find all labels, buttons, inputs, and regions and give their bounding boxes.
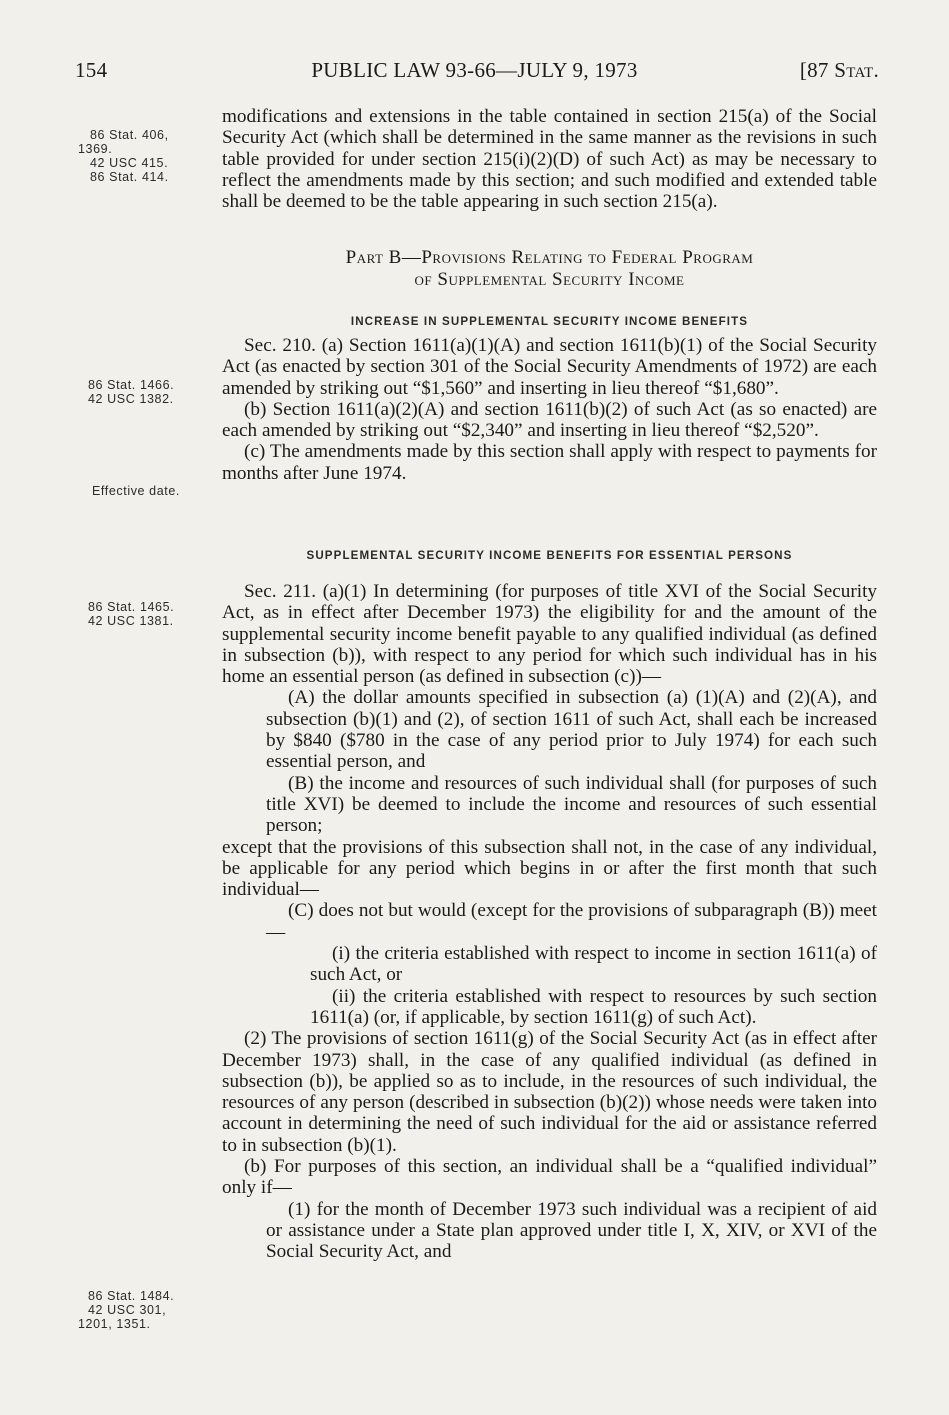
section-211-except: except that the provisions of this subsection shall not, in the case of any individual, be applicable for any period which begins in or after the first month that such individual— [222, 836, 877, 901]
section-211-B: (B) the income and resources of such individual shall (for purposes of such title XVI) be deemed to include the income and resources of such essential person; [266, 772, 877, 837]
section-211-b1: (1) for the month of December 1973 such individual was a recipient of aid or assistance under a State plan approved under title I, X, XIV, or XVI of the Social Security Act, and [266, 1198, 877, 1263]
margin-note-line: 42 USC 1381. [88, 614, 174, 628]
stat-reference: [87 Stat. [799, 58, 879, 82]
section-210-body [222, 335, 877, 484]
margin-note-stat-406 [78, 128, 218, 184]
margin-note-line: 86 Stat. 406, [90, 128, 169, 142]
margin-note-line: Effective date. [92, 484, 180, 498]
margin-note-line: 1201, 1351. [78, 1317, 151, 1331]
intro-paragraph-block [222, 106, 877, 212]
section-211-body [222, 581, 877, 1263]
part-heading-line1: Part B—Provisions Relating to Federal Program [345, 247, 754, 268]
margin-note-line: 86 Stat. 1484. [88, 1289, 175, 1303]
section-211-i: (i) the criteria established with respect to income in section 1611(a) of such Act, or [310, 943, 877, 986]
section-211-heading: SUPPLEMENTAL SECURITY INCOME BENEFITS FOR ESSENTIAL PERSONS [306, 549, 793, 562]
margin-note-effective-date [92, 484, 232, 498]
section-210-heading: INCREASE IN SUPPLEMENTAL SECURITY INCOME BENEFITS [350, 315, 749, 328]
margin-note-line: 86 Stat. 414. [90, 170, 169, 184]
margin-note-line: 1369. [78, 142, 113, 156]
margin-note-line: 42 USC 1382. [88, 392, 174, 406]
margin-note-line: 86 Stat. 1466. [88, 378, 175, 392]
intro-paragraph: modifications and extensions in the table contained in section 215(a) of the Social Security Act (which shall be determined in the same manner as the revisions in such table provided for under section 215(i)(2)(D) of such Act) as may be necessary to reflect the amendments made by this section; and such modified and extended table shall be deemed to be the table appearing in such section 215(a). [222, 106, 877, 213]
margin-note-stat-1484 [78, 1289, 218, 1331]
margin-note-stat-1465 [88, 600, 228, 628]
section-210-b: (b) Section 1611(a)(2)(A) and section 1611(b)(2) of such Act (as so enacted) are each amended by striking out “$2,340” and inserting in lieu thereof “$2,520”. [222, 398, 877, 442]
page-title: PUBLIC LAW 93-66—JULY 9, 1973 [311, 58, 638, 82]
section-211-a2: (2) The provisions of section 1611(g) of the Social Security Act (as in effect after December 1973) shall, in the case of any qualified individual (as defined in subsection (b)), be applied so as to include, in the resources of such individual, the resources of any person (described in subsection (b)(2)) whose needs were taken into account in determining the need of such individual for the aid or assistance referred to in subsection (b)(1). [222, 1028, 877, 1156]
section-211-C: (C) does not but would (except for the provisions of subparagraph (B)) meet— [266, 900, 877, 943]
section-210-a: Sec. 210. (a) Section 1611(a)(1)(A) and section 1611(b)(1) of the Social Security Act (as enacted by section 301 of the Social Security Amendments of 1972) are each amended by striking out “$1,560” and inserting in lieu thereof “$1,680”. [222, 335, 877, 399]
section-211-a1: Sec. 211. (a)(1) In determining (for purposes of title XVI of the Social Security Act, as in effect after December 1973) the eligibility for and the amount of the supplemental security income benefit payable to any qualified individual (as defined in subsection (b)), with respect to any period for which such individual has in his home an essential person (as defined in subsection (c))— [222, 581, 877, 688]
margin-note-line: 42 USC 301, [88, 1303, 167, 1317]
margin-note-line: 86 Stat. 1465. [88, 600, 175, 614]
section-211-ii: (ii) the criteria established with respect to resources by such section 1611(a) (or, if applicable, by section 1611(g) of such Act). [310, 985, 877, 1028]
margin-note-line: 42 USC 415. [90, 156, 169, 170]
section-211-A: (A) the dollar amounts specified in subsection (a) (1)(A) and (2)(A), and subsection (b)(1) and (2), of section 1611 of such Act, shall each be increased by $840 ($780 in the case of any period prior to July 1974) for each such essential person, and [266, 687, 877, 773]
page-number: 154 [75, 58, 108, 82]
part-heading [222, 247, 877, 291]
section-211-b: (b) For purposes of this section, an individual shall be a “qualified individual” only if— [222, 1156, 877, 1199]
part-heading-line2: of Supplemental Security Income [414, 269, 685, 290]
margin-note-stat-1466 [88, 378, 228, 406]
section-210-c: (c) The amendments made by this section shall apply with respect to payments for months after June 1974. [222, 441, 877, 484]
